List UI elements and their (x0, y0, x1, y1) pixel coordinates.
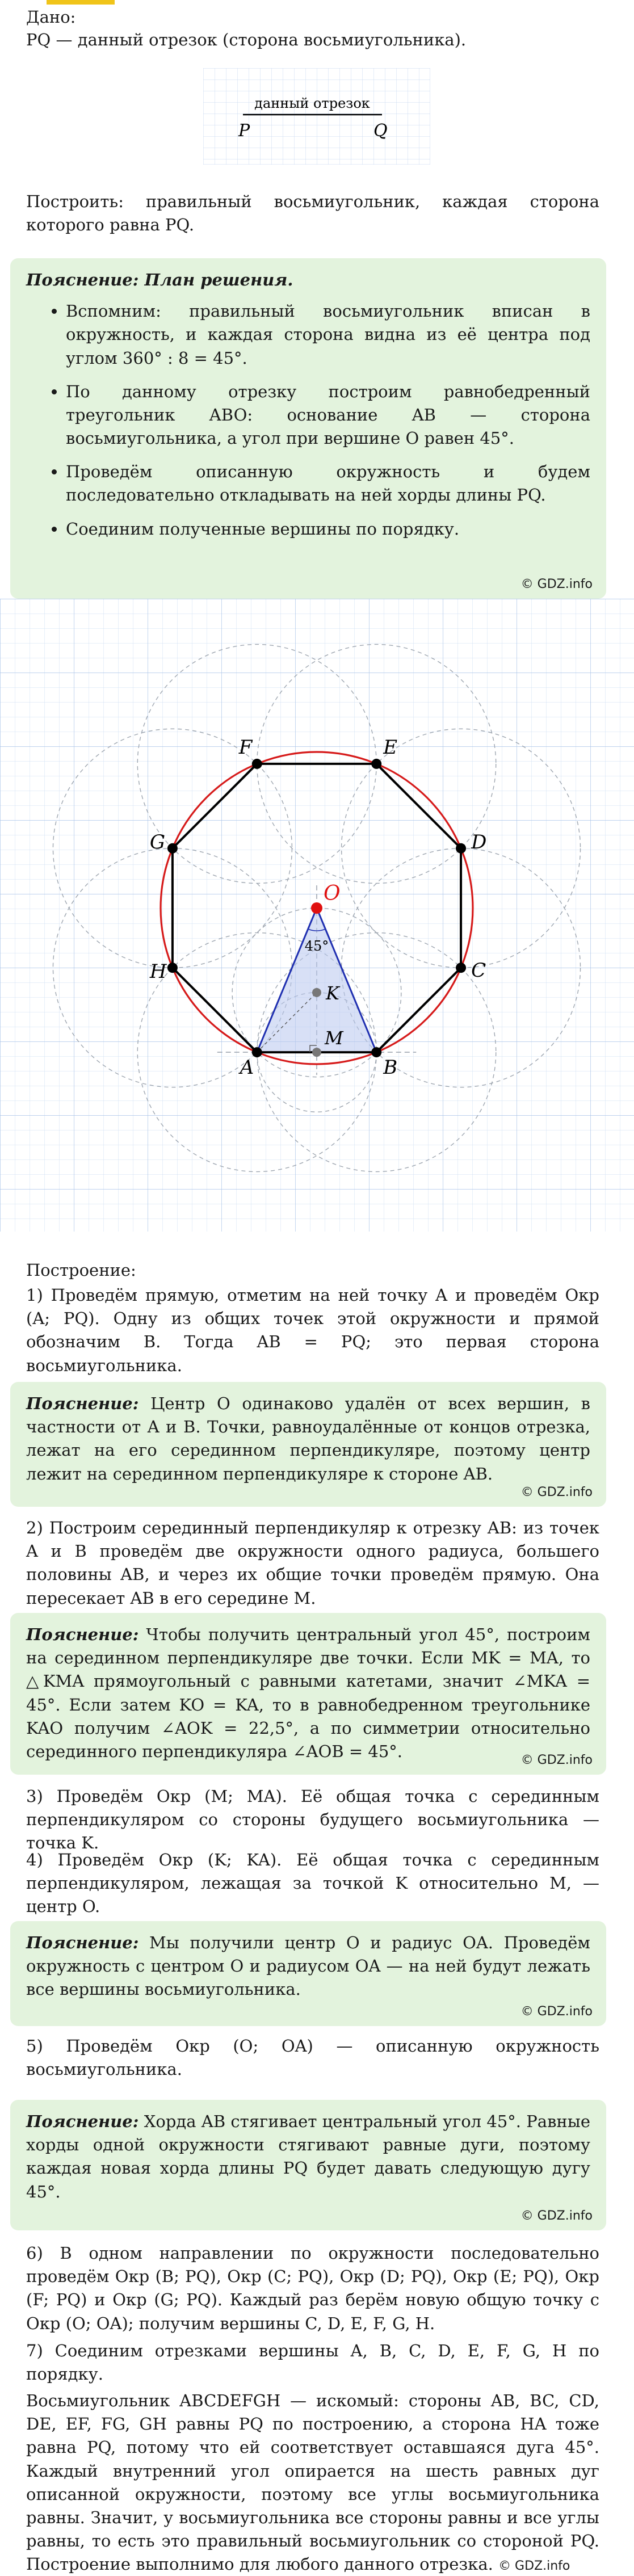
point-q-label: Q (373, 121, 388, 141)
vertex-label: A (240, 1056, 254, 1079)
plan-box (10, 258, 606, 599)
vertex-point (167, 843, 178, 854)
note-2-signature: © GDZ.info (520, 1753, 593, 1767)
vertex-label: F (238, 736, 253, 759)
vertex-point (371, 1047, 381, 1057)
m-label: M (325, 1027, 343, 1049)
step-4: 4) Проведём Окр (K; KA). Её общая точка с серединным перпендикуляром, лежащая за точкой K относительно M, — центр O. (26, 1850, 599, 1917)
plan-signature: © GDZ.info (520, 577, 593, 591)
conclusion-text: Восьмиугольник ABCDEFGH — искомый: стороны AB, BC, CD, DE, EF, FG, GH равны PQ по построению, а сторона HA тоже равна PQ, потому что ей соответствует оставшаяся дуга 45°. Каждый внутренний угол опирается на шесть равных дуг описанной окружности, поэтому все углы восьмиугольника равны. Значит, у восьмиугольника все стороны равны и все углы равны, то есть это правильный восьмиугольник со стороной PQ. Построение выполнимо для любого данного отрезка. (26, 2391, 599, 2574)
point-k (312, 988, 321, 997)
note-2 (10, 1613, 606, 1775)
note-2-head: Пояснение: (26, 1625, 139, 1644)
note-3-head: Пояснение: (26, 1933, 139, 1952)
note-4-head: Пояснение: (26, 2112, 139, 2131)
note-2-text: Чтобы получить центральный угол 45°, построим на серединном перпендикуляре две точки. Если MK = MA, то △KMA прямоугольный с равными катетами, значит ∠MKA = 45°. Если затем KO = KA, то в равнобедренном треугольнике KAO получим ∠AOK = 22,5°, а по симметрии относительно серединного перпендикуляра ∠AOB = 45°. (26, 1625, 590, 1761)
point-m (312, 1048, 321, 1057)
plan-item: • По данному отрезку построим равнобедренный треугольник ABO: основание AB — сторона восьмиугольника, а угол при вершине O равен 45°. (66, 380, 590, 451)
step-1: 1) Проведём прямую, отметим на ней точку A и проведём Окр (A; PQ). Одну из общих точек этой окружности и прямой обозначим B. Тогда AB = PQ; это первая сторона восьмиугольника. (26, 1285, 599, 1375)
vertex-label: D (471, 830, 487, 854)
angle-label: 45° (304, 938, 329, 954)
center-point (311, 902, 322, 914)
given-segment-figure (203, 68, 430, 165)
vertex-label: B (383, 1056, 398, 1079)
note-3 (10, 1921, 606, 2026)
task-text: Построить: правильный восьмиугольник, каждая сторона которого равна PQ. (26, 192, 599, 235)
conclusion (26, 2389, 599, 2576)
construction-label: Построение: (26, 1260, 136, 1280)
step-7: 7) Соединим отрезками вершины A, B, C, D, E, F, G, H по порядку. (26, 2341, 599, 2384)
step-6: 6) В одном направлении по окружности последовательно проведём Окр (B; PQ), Окр (C; PQ), Окр (D; PQ), Окр (E; PQ), Окр (F; PQ) и Окр (G; PQ). Каждый раз берём новую общую точку с Окр (O; OA); получим вершины C, D, E, F, G, H. (26, 2243, 599, 2333)
note-1 (10, 1382, 606, 1507)
given-label: Дано: (26, 7, 76, 27)
given-text: PQ — данный отрезок (сторона восьмиугольника). (26, 30, 467, 49)
given-segment-caption: данный отрезок (254, 95, 370, 111)
plan-item: • Проведём описанную окружность и будем последовательно откладывать на ней хорды длины PQ. (66, 460, 590, 507)
vertex-point (167, 963, 178, 973)
plan-item: • Вспомним: правильный восьмиугольник вписан в окружность, и каждая сторона видна из её центра под углом 360° : 8 = 45°. (66, 300, 590, 370)
top-marker (47, 0, 115, 5)
step-2: 2) Построим серединный перпендикуляр к отрезку AB: из точек A и B проведём две окружности одного радиуса, большего половины AB, и через их общие точки проведём прямую. Она пересекает AB в его середине M. (26, 1518, 599, 1608)
note-4-text: Хорда AB стягивает центральный угол 45°. Равные хорды одной окружности стягивают равные дуги, поэтому каждая новая хорда длины PQ будет давать следующую дугу 45°. (26, 2112, 590, 2201)
construction-figure (0, 599, 634, 1232)
plan-list (26, 300, 590, 541)
plan-item: • Соединим полученные вершины по порядку. (66, 518, 590, 541)
plan-heading: Пояснение: План решения. (26, 270, 293, 289)
note-1-signature: © GDZ.info (520, 1485, 593, 1499)
step-5: 5) Проведём Окр (O; OA) — описанную окружность восьмиугольника. (26, 2036, 599, 2079)
step-3: 3) Проведём Окр (M; MA). Её общая точка с серединным перпендикуляром со стороны будущего восьмиугольника — точка K. (26, 1787, 599, 1853)
k-label: K (326, 982, 339, 1004)
note-1-head: Пояснение: (26, 1394, 139, 1413)
point-p-label: P (238, 121, 250, 141)
note-4-signature: © GDZ.info (520, 2208, 593, 2223)
vertex-point (456, 963, 466, 973)
note-3-text: Мы получили центр O и радиус OA. Проведём окружность с центром O и радиусом OA — на ней будут лежать все вершины восьмиугольника. (26, 1933, 590, 1999)
vertex-label: G (149, 830, 166, 854)
vertex-point (252, 759, 262, 769)
vertex-label: H (149, 960, 167, 984)
center-label: O (324, 882, 341, 905)
conclusion-signature: © GDZ.info (498, 2559, 570, 2574)
note-1-text: Центр O одинаково удалён от всех вершин, в частности от A и B. Точки, равноудалённые от концов отрезка, лежат на его серединном перпендикуляре, поэтому центр лежит на серединном перпендикуляре к стороне AB. (26, 1394, 590, 1484)
vertex-point (371, 759, 381, 769)
note-3-signature: © GDZ.info (520, 2004, 593, 2019)
vertex-label: C (471, 959, 486, 982)
note-4 (10, 2100, 606, 2230)
vertex-point (456, 843, 466, 854)
vertex-label: E (383, 736, 398, 759)
